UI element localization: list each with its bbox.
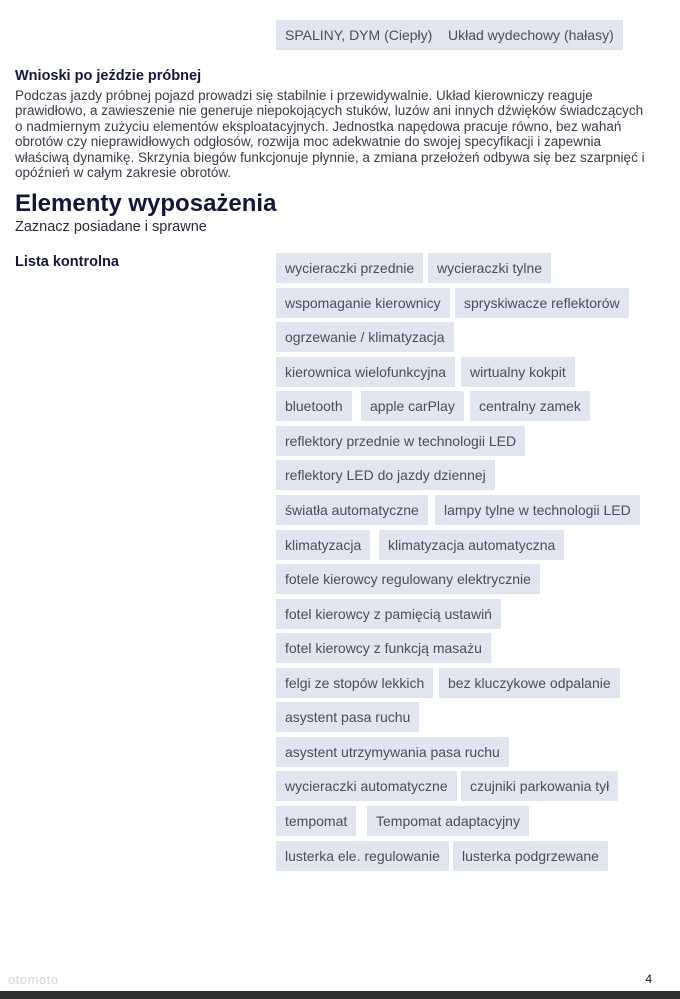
equipment-tag: bluetooth: [276, 391, 352, 421]
equipment-tag: felgi ze stopów lekkich: [276, 668, 433, 698]
equipment-tag: asystent utrzymywania pasa ruchu: [276, 737, 509, 767]
equipment-tag: klimatyzacja automatyczna: [379, 530, 564, 560]
equipment-tag: klimatyzacja: [276, 530, 370, 560]
equipment-title: Elementy wyposażenia: [15, 190, 277, 217]
watermark: otomoto: [8, 972, 59, 987]
equipment-tag: apple carPlay: [361, 391, 464, 421]
checklist-label: Lista kontrolna: [15, 254, 119, 270]
equipment-tag: wirtualny kokpit: [461, 357, 575, 387]
equipment-tag: centralny zamek: [470, 391, 590, 421]
equipment-tag: tempomat: [276, 806, 356, 836]
equipment-tag: fotele kierowcy regulowany elektrycznie: [276, 564, 540, 594]
equipment-tag: asystent pasa ruchu: [276, 702, 419, 732]
tag-uklad-wydechowy: Układ wydechowy (hałasy): [439, 20, 623, 50]
paragraph-line: opóźnień w całym zakresie obrotów.: [15, 165, 232, 181]
paragraph-line: Podczas jazdy próbnej pojazd prowadzi się stabilnie i przewidywalnie. Układ kierowniczy reaguje: [15, 88, 593, 103]
equipment-tag: lusterka ele. regulowanie: [276, 841, 449, 871]
paragraph-line: prawidłowo, a zawieszenie nie generuje niepokojących stuków, luzów ani innych dźwięków świadczących: [15, 103, 644, 119]
tag-spaliny: SPALINY, DYM (Ciepły): [276, 20, 441, 50]
equipment-tag: czujniki parkowania tył: [461, 771, 618, 801]
equipment-tag: kierownica wielofunkcyjna: [276, 357, 455, 387]
equipment-tag: lampy tylne w technologii LED: [435, 495, 640, 525]
test-drive-paragraph: [15, 88, 645, 180]
equipment-tag: spryskiwacze reflektorów: [455, 288, 629, 318]
equipment-tag: fotel kierowcy z pamięcią ustawiń: [276, 599, 501, 629]
paragraph-line: właściwą dynamikę. Skrzynia biegów funkcjonuje płynnie, a zmiana przełożeń odbywa się bez szarpnięć i: [15, 149, 645, 165]
equipment-tag: światła automatyczne: [276, 495, 428, 525]
equipment-tag: reflektory przednie w technologii LED: [276, 426, 525, 456]
equipment-tag: reflektory LED do jazdy dziennej: [276, 460, 495, 490]
equipment-tag: wycieraczki tylne: [428, 253, 551, 283]
equipment-tag: bez kluczykowe odpalanie: [439, 668, 620, 698]
equipment-tag: fotel kierowcy z funkcją masażu: [276, 633, 491, 663]
bottom-bar: [0, 991, 680, 999]
paragraph-line: obrotów czy nieprawidłowych odgłosów, rozwija moc adekwatnie do swojej specyfikacji i zapewnia: [15, 134, 602, 150]
test-drive-heading: Wnioski po jeździe próbnej: [15, 68, 202, 84]
equipment-subtitle: Zaznacz posiadane i sprawne: [15, 219, 207, 235]
paragraph-line: o nadmiernym zużyciu elementów eksploatacyjnych. Jednostka napędowa pracuje równo, bez wahań: [15, 118, 622, 134]
equipment-tag: wycieraczki automatyczne: [276, 771, 457, 801]
equipment-tag: wspomaganie kierownicy: [276, 288, 450, 318]
equipment-tag: ogrzewanie / klimatyzacja: [276, 322, 454, 352]
equipment-tag: Tempomat adaptacyjny: [367, 806, 529, 836]
page-number: 4: [645, 972, 652, 986]
equipment-tag: wycieraczki przednie: [276, 253, 423, 283]
equipment-tag: lusterka podgrzewane: [453, 841, 608, 871]
